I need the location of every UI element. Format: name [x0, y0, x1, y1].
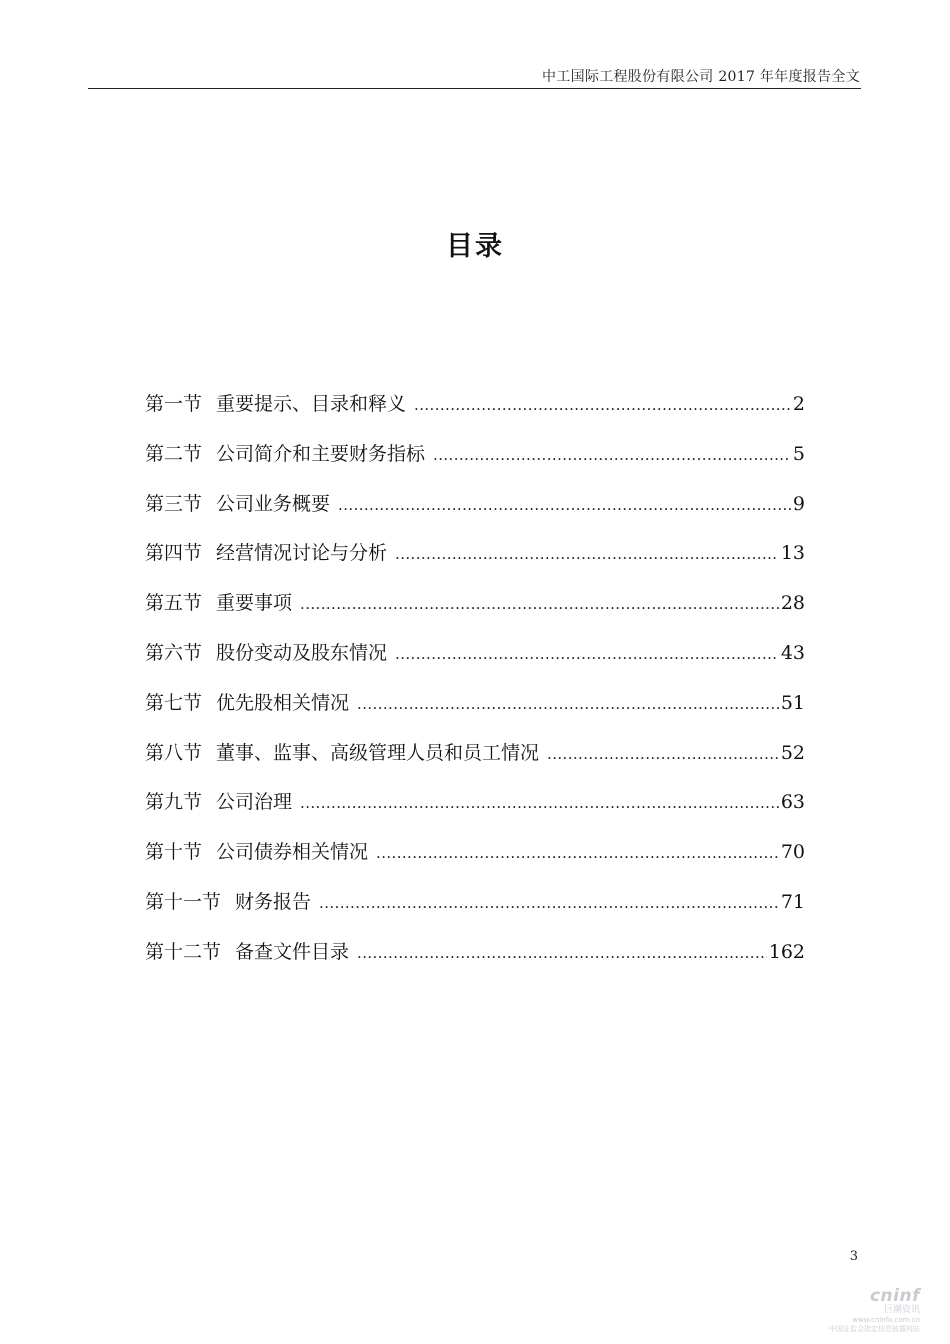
toc-section-title: 公司业务概要	[216, 492, 331, 515]
header-rule	[88, 88, 861, 89]
toc-dot-leader	[547, 745, 779, 763]
toc-section-label: 第十二节	[145, 940, 222, 963]
toc-section-label: 第四节	[145, 542, 203, 565]
toc-section-title: 董事、监事、高级管理人员和员工情况	[216, 741, 540, 764]
toc-section-title: 优先股相关情况	[216, 691, 350, 714]
toc-section-label: 第九节	[145, 791, 203, 814]
toc-entry[interactable]	[145, 489, 805, 539]
watermark-tagline: 中国证监会指定信息披露网站	[829, 1325, 920, 1333]
toc-page-number: 2	[792, 393, 805, 415]
toc-dot-leader	[338, 496, 791, 514]
toc-page-number: 162	[768, 940, 805, 963]
toc-page-number: 13	[780, 542, 805, 565]
table-of-contents	[145, 389, 805, 987]
cninfo-watermark	[800, 1287, 920, 1334]
toc-entry[interactable]	[145, 588, 805, 638]
toc-section-label: 第六节	[145, 641, 203, 664]
toc-section-title: 重要事项	[216, 592, 293, 615]
toc-page-number: 52	[780, 741, 805, 764]
toc-page-number: 5	[792, 442, 805, 465]
toc-section-label: 第一节	[145, 393, 203, 415]
running-header: 中工国际工程股份有限公司 2017 年年度报告全文	[541, 69, 860, 85]
toc-entry[interactable]	[145, 887, 805, 937]
toc-entry[interactable]	[145, 389, 805, 439]
toc-section-title: 公司简介和主要财务指标	[216, 442, 426, 465]
watermark-logo: cninf	[869, 1286, 920, 1306]
toc-section-label: 第五节	[145, 592, 203, 615]
toc-dot-leader	[357, 944, 767, 962]
toc-section-label: 第三节	[145, 492, 203, 515]
watermark-subtitle: 巨潮资讯	[883, 1305, 920, 1315]
toc-dot-leader	[376, 844, 779, 862]
toc-section-title: 财务报告	[235, 890, 312, 913]
toc-section-title: 经营情况讨论与分析	[216, 542, 388, 565]
toc-page-number: 28	[780, 592, 805, 615]
toc-entry[interactable]	[145, 738, 805, 788]
toc-dot-leader	[414, 396, 791, 414]
toc-page-number: 70	[780, 841, 805, 864]
toc-dot-leader	[357, 695, 779, 713]
toc-section-title: 公司债券相关情况	[216, 841, 369, 864]
toc-entry[interactable]	[145, 837, 805, 887]
toc-entry[interactable]	[145, 787, 805, 837]
toc-section-label: 第二节	[145, 442, 203, 465]
toc-dot-leader	[300, 794, 779, 812]
toc-section-title: 公司治理	[216, 791, 293, 814]
page-number: 3	[849, 1249, 858, 1264]
watermark-url: www.cninfo.com.cn	[852, 1316, 920, 1324]
toc-section-label: 第七节	[145, 691, 203, 714]
toc-entry[interactable]	[145, 538, 805, 588]
toc-section-title: 股份变动及股东情况	[216, 641, 388, 664]
toc-dot-leader	[319, 894, 779, 912]
toc-section-label: 第十节	[145, 841, 203, 864]
toc-dot-leader	[395, 645, 779, 663]
toc-section-title: 备查文件目录	[235, 940, 350, 963]
toc-page-number: 71	[780, 890, 805, 913]
toc-page-number: 43	[780, 641, 805, 664]
toc-dot-leader	[300, 595, 779, 613]
toc-section-label: 第八节	[145, 741, 203, 764]
toc-page-number: 9	[792, 492, 805, 515]
toc-section-label: 第十一节	[145, 890, 222, 913]
toc-entry[interactable]	[145, 638, 805, 688]
toc-section-title: 重要提示、目录和释义	[216, 393, 407, 415]
toc-page-number: 51	[780, 691, 805, 714]
toc-entry[interactable]	[145, 688, 805, 738]
page-title: 目录	[446, 231, 504, 262]
toc-page-number: 63	[780, 791, 805, 814]
toc-dot-leader	[395, 545, 779, 563]
toc-entry[interactable]	[145, 937, 805, 987]
toc-entry[interactable]	[145, 439, 805, 489]
toc-dot-leader	[433, 446, 791, 464]
